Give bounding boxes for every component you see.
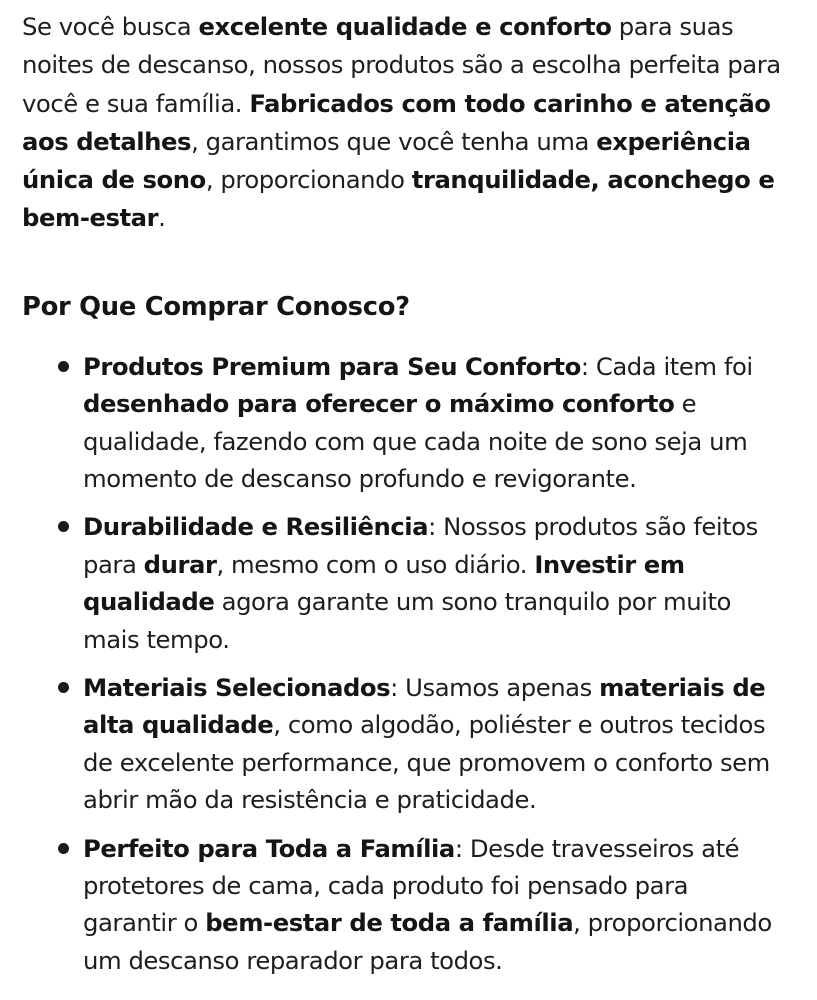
benefit-text: e qualidade, fazendo com que cada noite de sono seja um momento de descanso profundo e revigorante. bbox=[83, 389, 748, 493]
intro-text: . bbox=[158, 203, 166, 233]
benefit-text: , proporcionando um descanso reparador para todos. bbox=[83, 908, 772, 975]
bullet-icon bbox=[58, 521, 69, 532]
intro-text: , proporcionando bbox=[205, 165, 412, 195]
section-title: Por Que Comprar Conosco? bbox=[22, 291, 410, 322]
benefit-title: Materiais Selecionados bbox=[83, 673, 391, 703]
intro-paragraph bbox=[22, 8, 803, 238]
benefit-highlight: desenhado para oferecer o máximo conforto bbox=[83, 389, 675, 419]
intro-text: para suas noites de descanso, nossos produtos são a escolha perfeita para você e sua família. bbox=[22, 12, 781, 118]
bullet-icon bbox=[58, 682, 69, 693]
benefit-text: , como algodão, poliéster e outros tecidos de excelente performance, que promovem o conforto sem abrir mão da resistência e praticidade. bbox=[83, 710, 770, 815]
intro-highlight: excelente qualidade e conforto bbox=[198, 12, 612, 41]
intro-highlight: experiência única de sono bbox=[22, 126, 751, 195]
benefit-highlight: bem-estar de toda a família bbox=[205, 908, 574, 938]
intro-highlight: Fabricados com todo carinho e atenção aos detalhes bbox=[22, 88, 771, 156]
benefits-list bbox=[22, 348, 795, 980]
intro-text: Se você busca bbox=[22, 12, 199, 41]
bullet-icon bbox=[58, 361, 69, 372]
benefit-title: Durabilidade e Resiliência bbox=[83, 512, 429, 542]
benefit-item-durability bbox=[83, 508, 783, 658]
benefit-title: Produtos Premium para Seu Conforto bbox=[83, 351, 581, 381]
benefit-item-materials bbox=[83, 669, 783, 819]
benefit-item-family bbox=[83, 830, 783, 980]
intro-highlight: tranquilidade, aconchego e bem-estar bbox=[22, 165, 775, 233]
benefit-title: Perfeito para Toda a Família bbox=[83, 833, 455, 863]
benefit-item-premium bbox=[83, 348, 783, 498]
intro-text: , garantimos que você tenha uma bbox=[191, 126, 597, 156]
benefit-text: : Nossos produtos são feitos para bbox=[83, 512, 758, 579]
benefit-highlight: materiais de alta qualidade bbox=[83, 673, 766, 740]
benefit-highlight: durar bbox=[143, 549, 217, 579]
benefit-text: agora garante um sono tranquilo por muito mais tempo. bbox=[83, 587, 731, 654]
benefit-text: : Cada item foi bbox=[580, 351, 753, 381]
bullet-icon bbox=[58, 843, 69, 854]
benefit-text: : Desde travesseiros até protetores de cama, cada produto foi pensado para garantir o bbox=[83, 833, 740, 938]
benefit-text: , mesmo com o uso diário. bbox=[216, 549, 535, 579]
benefit-highlight: Investir em qualidade bbox=[83, 549, 685, 617]
benefit-text: : Usamos apenas bbox=[390, 673, 600, 703]
